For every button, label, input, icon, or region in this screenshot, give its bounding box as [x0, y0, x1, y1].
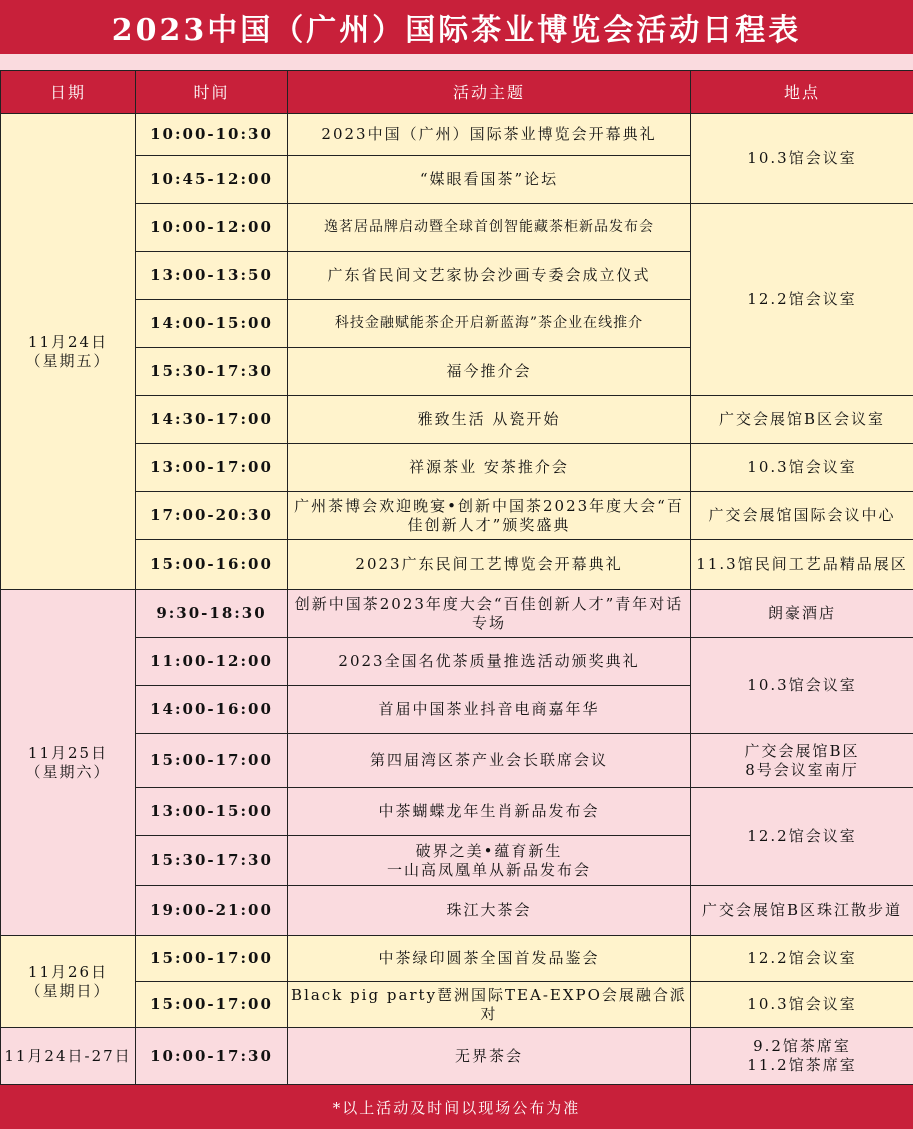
- table-row: [1, 638, 913, 686]
- theme-cell: 科技金融赋能茶企开启新蓝海”茶企业在线推介: [288, 300, 691, 348]
- time-cell: 19:00-21:00: [136, 886, 288, 936]
- table-row: [1, 540, 913, 590]
- date-line: 11月24日: [27, 332, 109, 351]
- header-row: [1, 71, 913, 114]
- table-row: [1, 734, 913, 788]
- time-cell: 14:30-17:00: [136, 396, 288, 444]
- time-cell: 15:30-17:30: [136, 836, 288, 886]
- place-cell: 11.3馆民间工艺品精品展区: [691, 540, 913, 590]
- table-row: [1, 788, 913, 836]
- theme-cell: 广州茶博会欢迎晚宴•创新中国茶2023年度大会“百佳创新人才”颁奖盛典: [288, 492, 691, 540]
- place-cell: 12.2馆会议室: [691, 936, 913, 982]
- place-cell: 广交会展馆B区珠江散步道: [691, 886, 913, 936]
- time-cell: 15:00-17:00: [136, 734, 288, 788]
- theme-line: 破界之美•蕴育新生: [415, 841, 563, 860]
- theme-cell: 2023全国名优茶质量推选活动颁奖典礼: [288, 638, 691, 686]
- header-time: 时间: [136, 71, 288, 114]
- place-cell: 12.2馆会议室: [691, 204, 913, 396]
- theme-cell: 广东省民间文艺家协会沙画专委会成立仪式: [288, 252, 691, 300]
- time-cell: 17:00-20:30: [136, 492, 288, 540]
- theme-cell: 创新中国茶2023年度大会“百佳创新人才”青年对话专场: [288, 590, 691, 638]
- date-cell: [1, 590, 136, 936]
- time-cell: 10:00-12:00: [136, 204, 288, 252]
- date-cell: 11月24日-27日: [1, 1028, 136, 1085]
- table-row: [1, 886, 913, 936]
- table-row: [1, 1028, 913, 1085]
- time-cell: 14:00-15:00: [136, 300, 288, 348]
- table-row: [1, 936, 913, 982]
- place-line: 8号会议室南厅: [745, 760, 859, 779]
- theme-cell: 第四届湾区茶产业会长联席会议: [288, 734, 691, 788]
- theme-cell: 中茶蝴蝶龙年生肖新品发布会: [288, 788, 691, 836]
- theme-cell: 首届中国茶业抖音电商嘉年华: [288, 686, 691, 734]
- place-line: 9.2馆茶席室: [753, 1037, 851, 1055]
- weekday-line: （星期日）: [25, 981, 111, 1000]
- time-cell: 10:45-12:00: [136, 156, 288, 204]
- table-row: [1, 444, 913, 492]
- theme-cell: 无界茶会: [288, 1028, 691, 1085]
- table-row: [1, 492, 913, 540]
- time-cell: 9:30-18:30: [136, 590, 288, 638]
- place-cell: 10.3馆会议室: [691, 114, 913, 204]
- place-cell: 12.2馆会议室: [691, 788, 913, 886]
- time-cell: 13:00-17:00: [136, 444, 288, 492]
- theme-cell: 2023中国（广州）国际茶业博览会开幕典礼: [288, 114, 691, 156]
- header-date: 日期: [1, 71, 136, 114]
- place-line: 11.2馆茶席室: [747, 1056, 857, 1074]
- date-line: 11月25日: [27, 743, 109, 762]
- theme-cell: 中茶绿印圆茶全国首发品鉴会: [288, 936, 691, 982]
- theme-cell: 雅致生活 从瓷开始: [288, 396, 691, 444]
- table-row: [1, 114, 913, 156]
- time-cell: 15:30-17:30: [136, 348, 288, 396]
- time-cell: 15:00-16:00: [136, 540, 288, 590]
- time-cell: 14:00-16:00: [136, 686, 288, 734]
- title-spacer: [0, 54, 913, 70]
- place-cell: [691, 1028, 913, 1085]
- theme-cell: “媒眼看国茶”论坛: [288, 156, 691, 204]
- schedule-table: [0, 70, 913, 1085]
- place-cell: 广交会展馆B区会议室: [691, 396, 913, 444]
- date-cell: [1, 936, 136, 1028]
- place-cell: 10.3馆会议室: [691, 444, 913, 492]
- time-cell: 11:00-12:00: [136, 638, 288, 686]
- place-cell: 朗豪酒店: [691, 590, 913, 638]
- time-cell: 10:00-10:30: [136, 114, 288, 156]
- table-row: [1, 982, 913, 1028]
- theme-cell: 祥源茶业 安茶推介会: [288, 444, 691, 492]
- time-cell: 13:00-15:00: [136, 788, 288, 836]
- theme-line: 一山高凤凰单从新品发布会: [386, 860, 591, 879]
- table-row: [1, 590, 913, 638]
- place-cell: 10.3馆会议室: [691, 638, 913, 734]
- date-cell: [1, 114, 136, 590]
- date-line: 11月26日: [27, 962, 109, 981]
- weekday-line: （星期五）: [25, 351, 111, 370]
- theme-cell: [288, 836, 691, 886]
- place-cell: [691, 734, 913, 788]
- time-cell: 13:00-13:50: [136, 252, 288, 300]
- table-row: [1, 396, 913, 444]
- footer-note: *以上活动及时间以现场公布为准: [0, 1085, 913, 1129]
- theme-cell: 逸茗居品牌启动暨全球首创智能藏茶柜新品发布会: [288, 204, 691, 252]
- place-cell: 广交会展馆国际会议中心: [691, 492, 913, 540]
- theme-cell: 福今推介会: [288, 348, 691, 396]
- time-cell: 15:00-17:00: [136, 936, 288, 982]
- theme-cell: 珠江大茶会: [288, 886, 691, 936]
- table-row: [1, 204, 913, 252]
- time-cell: 10:00-17:30: [136, 1028, 288, 1085]
- place-cell: 10.3馆会议室: [691, 982, 913, 1028]
- header-theme: 活动主题: [288, 71, 691, 114]
- theme-cell: Black pig party琶洲国际TEA-EXPO会展融合派对: [288, 982, 691, 1028]
- weekday-line: （星期六）: [25, 762, 111, 781]
- theme-cell: 2023广东民间工艺博览会开幕典礼: [288, 540, 691, 590]
- page-title: 2023中国（广州）国际茶业博览会活动日程表: [0, 0, 913, 54]
- place-line: 广交会展馆B区: [744, 741, 860, 760]
- header-place: 地点: [691, 71, 913, 114]
- time-cell: 15:00-17:00: [136, 982, 288, 1028]
